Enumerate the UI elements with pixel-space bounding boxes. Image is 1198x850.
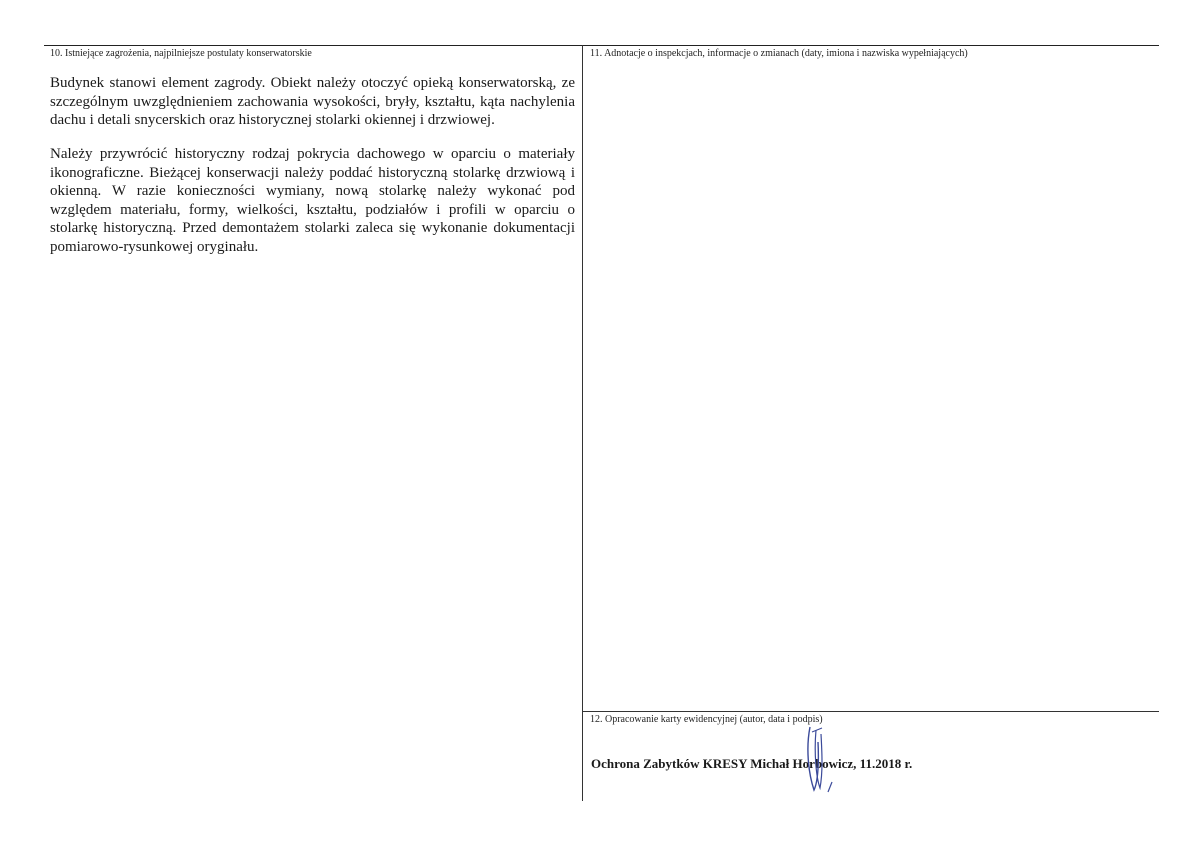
section-12-rule <box>582 711 1159 712</box>
section-10-paragraph-2 <box>50 145 575 256</box>
section-10-label: 10. Istniejące zagrożenia, najpilniejsze postulaty konserwatorskie <box>50 48 312 59</box>
section-12-label: 12. Opracowanie karty ewidencyjnej (autor, data i podpis) <box>590 714 823 725</box>
paragraph-text: Należy przywrócić historyczny rodzaj pokrycia dachowego w oparciu o materiały ikonograficzne. Bieżącej konserwacji należy poddać historyczną stolarkę drzwiową i okienną. W razie konieczności wymiany, nową stolarkę należy wykonać pod względem materiału, formy, wielkości, kształtu, podziałów i profili w oparciu o stolarkę historyczną. Przed demontażem stolarki zaleca się wykonanie dokumentacji pomiarowo-rysunkowej oryginału. <box>50 146 575 255</box>
top-rule <box>44 45 1159 46</box>
section-10-paragraph-1 <box>50 74 575 130</box>
column-divider <box>582 45 583 801</box>
section-11-label: 11. Adnotacje o inspekcjach, informacje o zmianach (daty, imiona i nazwiska wypełniających) <box>590 48 968 59</box>
paragraph-text: Budynek stanowi element zagrody. Obiekt należy otoczyć opieką konserwatorską, ze szczególnym uwzględnieniem zachowania wysokości, bryły, kształtu, kąta nachylenia dachu i detali snycerskich oraz historycznej stolarki okiennej i drzwiowej. <box>50 75 575 128</box>
author-line: Ochrona Zabytków KRESY Michał Horbowicz, 11.2018 r. <box>591 756 913 771</box>
handwritten-signature <box>792 722 842 802</box>
